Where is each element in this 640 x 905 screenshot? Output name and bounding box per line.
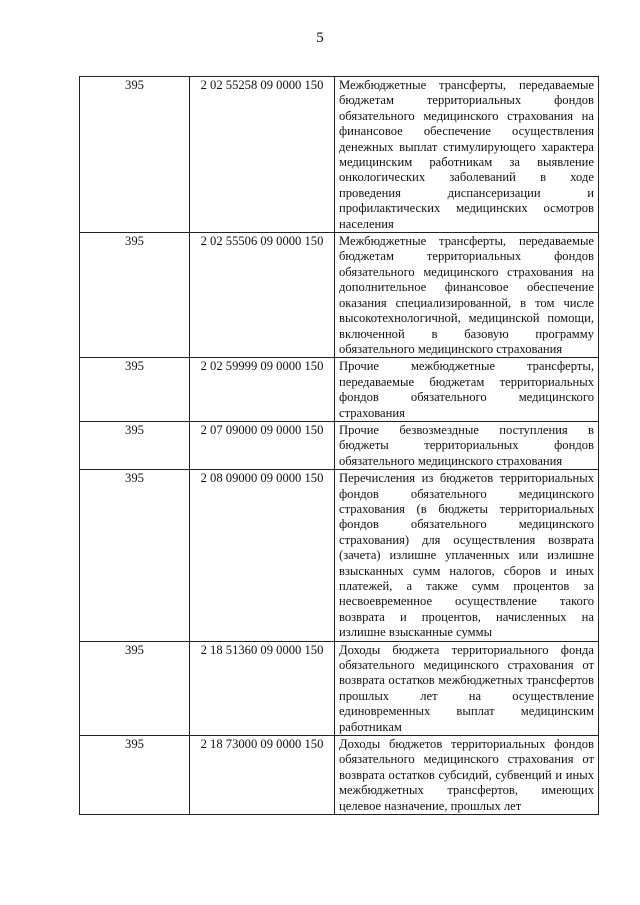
kbk-code-cell: 2 08 09000 09 0000 150 (190, 470, 335, 641)
table-row (80, 77, 599, 233)
admin-code-cell: 395 (80, 233, 190, 358)
budget-codes-table (79, 76, 599, 815)
admin-code-cell: 395 (80, 77, 190, 233)
table-row (80, 470, 599, 641)
revenue-name-cell: Прочие безвозмездные поступления в бюджеты территориальных фондов обязательного медицинского страхования (335, 421, 599, 469)
kbk-code-cell: 2 02 59999 09 0000 150 (190, 358, 335, 422)
table-row (80, 736, 599, 815)
table-row (80, 233, 599, 358)
revenue-name-cell: Межбюджетные трансферты, передаваемые бюджетам территориальных фондов обязательного медицинского страхования на финансовое обеспечение осуществления денежных выплат стимулирующего характера медицинским работникам за выявление онкологических заболеваний в ходе проведения диспансеризации и профилактических медицинских осмотров населения (335, 77, 599, 233)
kbk-code-cell: 2 18 73000 09 0000 150 (190, 736, 335, 815)
kbk-code-cell: 2 07 09000 09 0000 150 (190, 421, 335, 469)
kbk-code-cell: 2 18 51360 09 0000 150 (190, 641, 335, 735)
admin-code-cell: 395 (80, 470, 190, 641)
revenue-name-cell: Межбюджетные трансферты, передаваемые бюджетам территориальных фондов обязательного медицинского страхования на дополнительное финансовое обеспечение оказания специализированной, в том числе высокотехнологичной, медицинской помощи, включенной в базовую программу обязательного медицинского страхования (335, 233, 599, 358)
kbk-code-cell: 2 02 55258 09 0000 150 (190, 77, 335, 233)
table-row (80, 358, 599, 422)
revenue-name-cell: Прочие межбюджетные трансферты, передаваемые бюджетам территориальных фондов обязательного медицинского страхования (335, 358, 599, 422)
admin-code-cell: 395 (80, 421, 190, 469)
admin-code-cell: 395 (80, 736, 190, 815)
table-row (80, 421, 599, 469)
page-number: 5 (316, 30, 324, 46)
admin-code-cell: 395 (80, 641, 190, 735)
revenue-name-cell: Перечисления из бюджетов территориальных фондов обязательного медицинского страхования (в бюджеты территориальных фондов обязательного медицинского страхования) для осуществления возврата (зачета) излишне уплаченных или излишне взысканных сумм налогов, сборов и иных платежей, а также сумм процентов за несвоевременное осуществление такого возврата и процентов, начисленных на излишне взысканные суммы (335, 470, 599, 641)
admin-code-cell: 395 (80, 358, 190, 422)
table-row (80, 641, 599, 735)
revenue-name-cell: Доходы бюджета территориального фонда обязательного медицинского страхования от возврата остатков межбюджетных трансфертов прошлых лет на осуществление единовременных выплат медицинским работникам (335, 641, 599, 735)
kbk-code-cell: 2 02 55506 09 0000 150 (190, 233, 335, 358)
revenue-name-cell: Доходы бюджетов территориальных фондов обязательного медицинского страхования от возврата остатков субсидий, субвенций и иных межбюджетных трансфертов, имеющих целевое назначение, прошлых лет (335, 736, 599, 815)
